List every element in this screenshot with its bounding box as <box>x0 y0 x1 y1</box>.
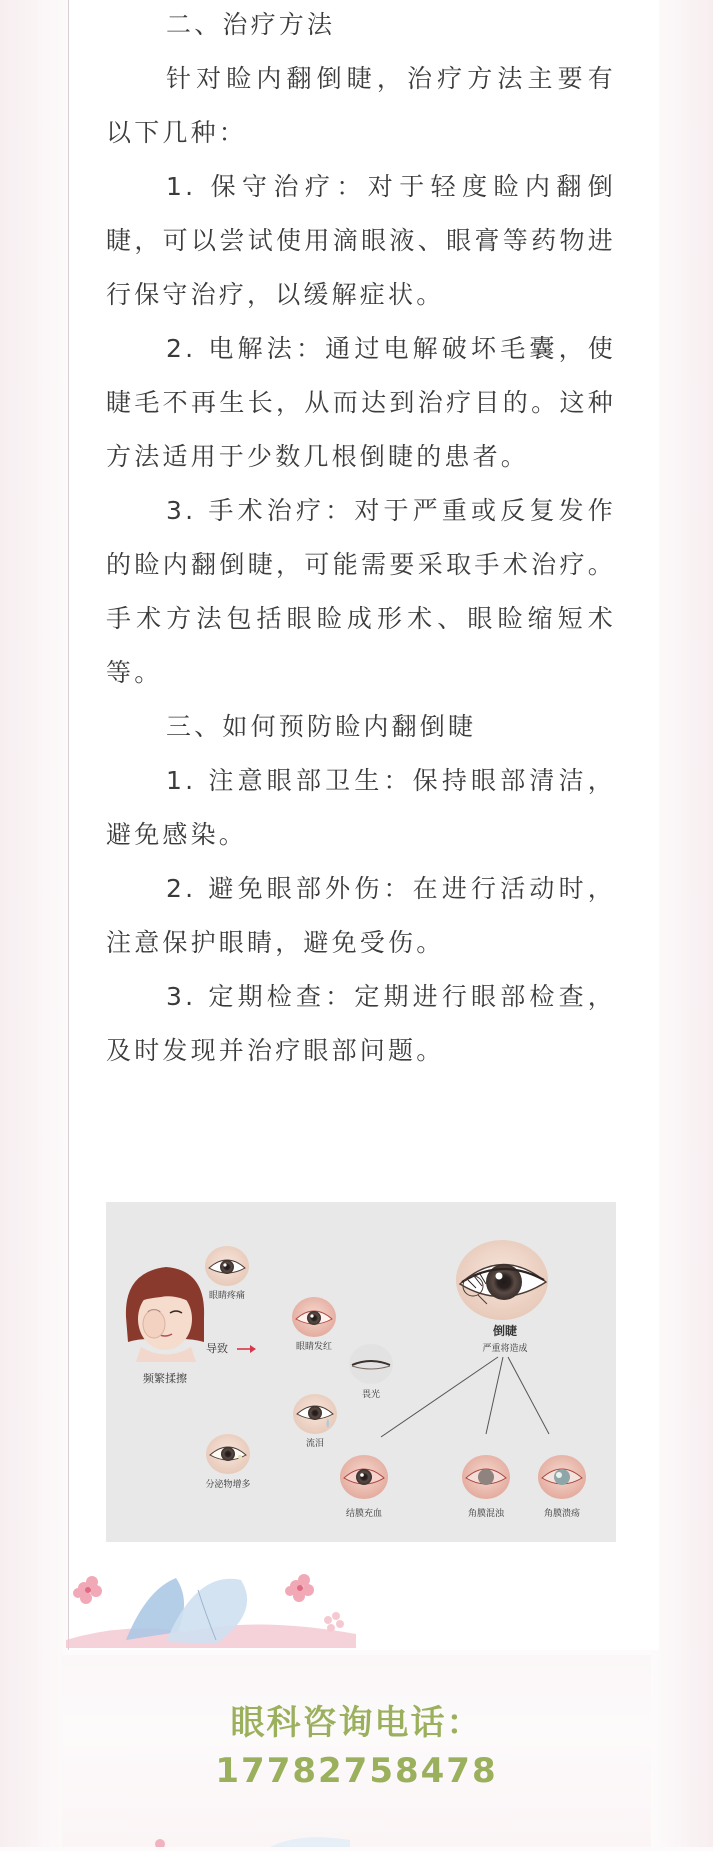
corneal-ulcer-icon <box>538 1455 586 1499</box>
arrow-label: 导致 <box>206 1342 228 1355</box>
symptom-label-tearing: 流泪 <box>305 1439 325 1449</box>
trichiasis-eye-icon <box>456 1240 548 1320</box>
paragraph-avoid-injury: 2. 避免眼部外伤：在进行活动时，注意保护眼睛，避免受伤。 <box>106 874 616 957</box>
eye-photophobia-icon <box>349 1344 393 1384</box>
corneal-opacity-icon <box>462 1455 510 1499</box>
girl-rubbing-eye-icon <box>126 1267 204 1385</box>
paragraph-conservative-treatment: 1. 保守治疗：对于轻度睑内翻倒睫，可以尝试使用滴眼液、眼膏等药物进行保守治疗，以缓解症状。 <box>106 172 616 309</box>
eye-redness-icon <box>292 1297 336 1337</box>
symptom-label-pain: 眼睛疼痛 <box>208 1291 246 1301</box>
red-arrow-icon <box>237 1345 256 1353</box>
bottom-flower-decoration <box>150 1830 350 1847</box>
article-body <box>106 0 616 1078</box>
paragraph-surgery: 3. 手术治疗：对于严重或反复发作的睑内翻倒睫，可能需要采取手术治疗。手术方法包括眼睑成形术、眼睑缩短术等。 <box>106 496 616 687</box>
left-caption: 频繁揉擦 <box>143 1372 187 1385</box>
conjunctival-hyperemia-icon <box>340 1455 388 1499</box>
section-heading-treatment: 二、治疗方法 <box>166 10 336 39</box>
symptom-label-photophobia: 畏光 <box>361 1390 381 1400</box>
eye-tearing-icon <box>293 1394 337 1434</box>
paragraph-regular-checkup: 3. 定期检查：定期进行眼部检查，及时发现并治疗眼部问题。 <box>106 982 616 1065</box>
symptom-label-discharge: 分泌物增多 <box>205 1480 251 1490</box>
paragraph-eye-hygiene: 1. 注意眼部卫生：保持眼部清洁，避免感染。 <box>106 766 616 849</box>
illustration-svg <box>106 1202 616 1542</box>
main-sublabel: 严重将造成 <box>482 1344 528 1354</box>
symptom-label-redness: 眼睛发红 <box>295 1342 333 1352</box>
eye-discharge-icon <box>206 1434 250 1474</box>
complication-label-hyperemia: 结膜充血 <box>345 1509 383 1519</box>
flower-decoration-svg <box>66 1560 356 1648</box>
complication-label-opacity: 角膜混浊 <box>467 1509 505 1519</box>
bottom-flower-svg <box>150 1830 350 1847</box>
contact-card <box>62 1655 651 1847</box>
connector-lines <box>381 1357 549 1437</box>
flower-decoration <box>66 1560 356 1648</box>
main-label: 倒睫 <box>492 1324 518 1338</box>
paragraph-treatment-intro: 针对睑内翻倒睫，治疗方法主要有以下几种： <box>106 64 616 147</box>
eye-pain-icon <box>205 1246 249 1286</box>
section-heading-prevention: 三、如何预防睑内翻倒睫 <box>166 712 477 741</box>
contact-label: 眼科咨询电话： <box>230 1703 483 1743</box>
trichiasis-illustration <box>106 1202 616 1542</box>
complication-label-ulcer: 角膜溃疡 <box>543 1509 581 1519</box>
paragraph-electrolysis: 2. 电解法：通过电解破坏毛囊，使睫毛不再生长，从而达到治疗目的。这种方法适用于少数几根倒睫的患者。 <box>106 334 616 471</box>
contact-phone-number[interactable]: 17782758478 <box>215 1751 498 1791</box>
